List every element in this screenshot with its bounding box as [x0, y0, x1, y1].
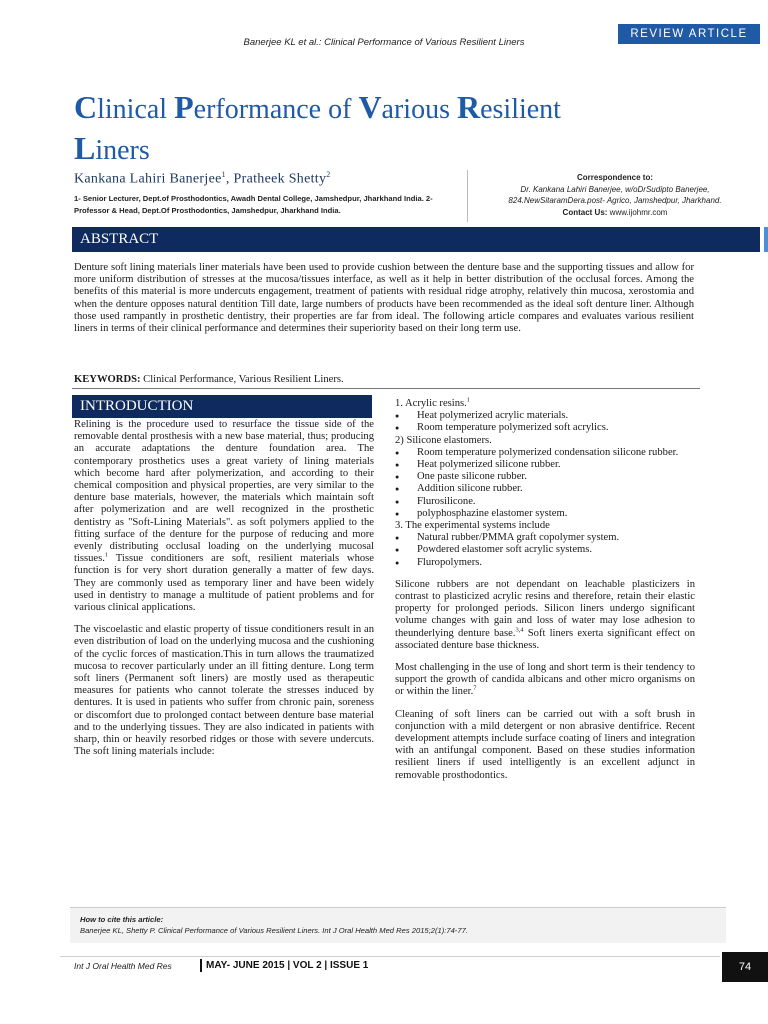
- header-divider: [467, 170, 468, 222]
- running-head: Banerjee KL et al.: Clinical Performance of Various Resilient Liners: [243, 37, 525, 48]
- footer-issue: MAY- JUNE 2015 | VOL 2 | ISSUE 1: [200, 959, 368, 972]
- author-list: Kankana Lahiri Banerjee$^1$, Pratheek Shetty$^2$: [74, 170, 331, 187]
- contact-link[interactable]: www.ijohmr.com: [607, 207, 668, 217]
- citation-label: How to cite this article:: [80, 915, 164, 924]
- group-heading-silicone: 2) Silicone elastomers.: [395, 434, 492, 446]
- abstract-text: Denture soft lining materials liner materials have been used to provide cushion between the denture base and the supporting tissues and allow for more uniform distribution of stresses at the mucosa/tissues interface, as well as it help in better distribution of the occlusal forces. Among the benefits of this material is more undercuts engagement, treatment of patients with residual ridge atrophy, relatively thin mucosa, xerostomia and when the denture opposes natural dentition Till date, large numbers of products have been recommended as the ideal soft denture liner. Although those used rampantly in prosthetic dentistry, their properties are far from ideal. The following article compares and evaluates various resilient liners in terms of their clinical performance and determines their superiority based on their long term use.: [74, 262, 694, 335]
- citation-box: [70, 907, 726, 943]
- right-paragraph-1: Silicone rubbers are not dependant on leachable plasticizers in contrast to plasticized acrylic resins and therefore, retain their elastic property for prolonged periods. Silicon liners undergo significant volume changes with gain and loss of water may lose adhesion to theunderlying denture base.$^{3,4}$ Soft liners exerta significant effect on associated denture base thickness.: [395, 578, 695, 651]
- list-item: ● Fluropolymers.: [395, 557, 695, 569]
- right-paragraph-3: Cleaning of soft liners can be carried out with a soft brush in conjunction with a mild detergent or non abrasive dentifrice. Recent development attempts include surface coating of liners and integration with an antifungal component. Based on these studies information resilient liners if used intelligently is an excellent adjunct in removable prosthodontics.: [395, 708, 695, 781]
- list-item: ● Heat polymerized silicone rubber.: [395, 459, 695, 471]
- list-item: ● Room temperature polymerized condensation silicone rubber.: [395, 447, 695, 459]
- keywords: KEYWORDS: Clinical Performance, Various Resilient Liners.: [74, 374, 344, 385]
- group-heading-acrylic: 1. Acrylic resins.$^1$: [395, 396, 471, 409]
- right-paragraph-2: Most challenging in the use of long and short term is their tendency to support the growth of candida albicans and other micro organisms on or within the liner.$^7$: [395, 662, 695, 698]
- intro-paragraph-1: Relining is the procedure used to resurface the tissue side of the removable dental prosthesis with a new base material, thus; producing an accurate adaptations the denture foundation area. The contemporary prosthetics uses a great variety of lining materials which become hard after polymerization, and according to their chemical composition and physical properties, are very similar to the denture base materials, however, the materials which maintain soft after polymerization and are well recognized in the prosthetic dentistry as "Soft-Lining Materials". as soft polymers applied to the fitting surface of the denture for the purpose of reducing and more evenly distributing occlusal loading on the underlying mucosal tissues.$^1$ Tissue conditioners are soft, resilient materials whose function is for very short duration generally a matter of few days. They are commonly used as temporary liner and have been widely used in dentistry to manage a multitude of patient problems and for various clinical applications.: [74, 419, 374, 614]
- correspondence-block: Correspondence to: Dr. Kankana Lahiri Banerjee, w/oDrSudipto Banerjee, 824.NewSitaramDera.post- Agrico, Jamshedpur, Jharkhand. Contact Us: www.ijohmr.com: [508, 173, 722, 217]
- affiliations: 1- Senior Lecturer, Dept.of Prosthodontics, Awadh Dental College, Jamshedpur, Jharkhand India. 2- Professor & Head, Dept.Of Prosthodontics, Jamshedpur, Jharkhand India.: [74, 194, 433, 215]
- left-column: [74, 419, 374, 768]
- article-type-badge: REVIEW ARTICLE: [618, 24, 760, 44]
- list-item: ● Natural rubber/PMMA graft copolymer system.: [395, 532, 695, 544]
- list-item: ● polyphosphazine elastomer system.: [395, 508, 695, 520]
- abstract-divider: [72, 388, 700, 389]
- list-item: ● Room temperature polymerized soft acrylics.: [395, 422, 695, 434]
- introduction-heading: INTRODUCTION: [72, 395, 372, 418]
- list-item: ● One paste silicone rubber.: [395, 471, 695, 483]
- list-item: ● Addition silicone rubber.: [395, 483, 695, 495]
- list-item: ● Heat polymerized acrylic materials.: [395, 410, 695, 422]
- citation-text: Banerjee KL, Shetty P. Clinical Performance of Various Resilient Liners. Int J Oral Health Med Res 2015;2(1):74-77.: [80, 926, 468, 935]
- right-column: [395, 398, 695, 792]
- group-heading-experimental: 3. The experimental systems include: [395, 520, 550, 532]
- footer-journal: Int J Oral Health Med Res: [74, 961, 172, 971]
- list-item: ● Powdered elastomer soft acrylic systems.: [395, 544, 695, 556]
- list-item: ● Flurosilicone.: [395, 496, 695, 508]
- footer-divider: [60, 956, 720, 957]
- article-title: Clinical Performance of Various Resilient Liners: [74, 89, 561, 166]
- intro-paragraph-2: The viscoelastic and elastic property of tissue conditioners result in an even distribution of load on the underlying mucosa and the cushioning of the cyclic forces of mastication.This in turn allows the traumatized mucosa to recover particularly under an ill fitting denture. Long term soft liners (Permanent soft liners) are mostly used as therapeutic measures for patients who cannot tolerate the stresses induced by dentures. It is used in patients who suffer from chronic pain, soreness or discomfort due to prolonged contact between denture base material and to the underlying tissues. They are also indicated in patients with sharp, thin or heavily resorbed ridges or those with severe undercuts. The soft lining materials include:: [74, 624, 374, 758]
- abstract-heading: ABSTRACT: [72, 227, 760, 252]
- page-number: 74: [722, 952, 768, 982]
